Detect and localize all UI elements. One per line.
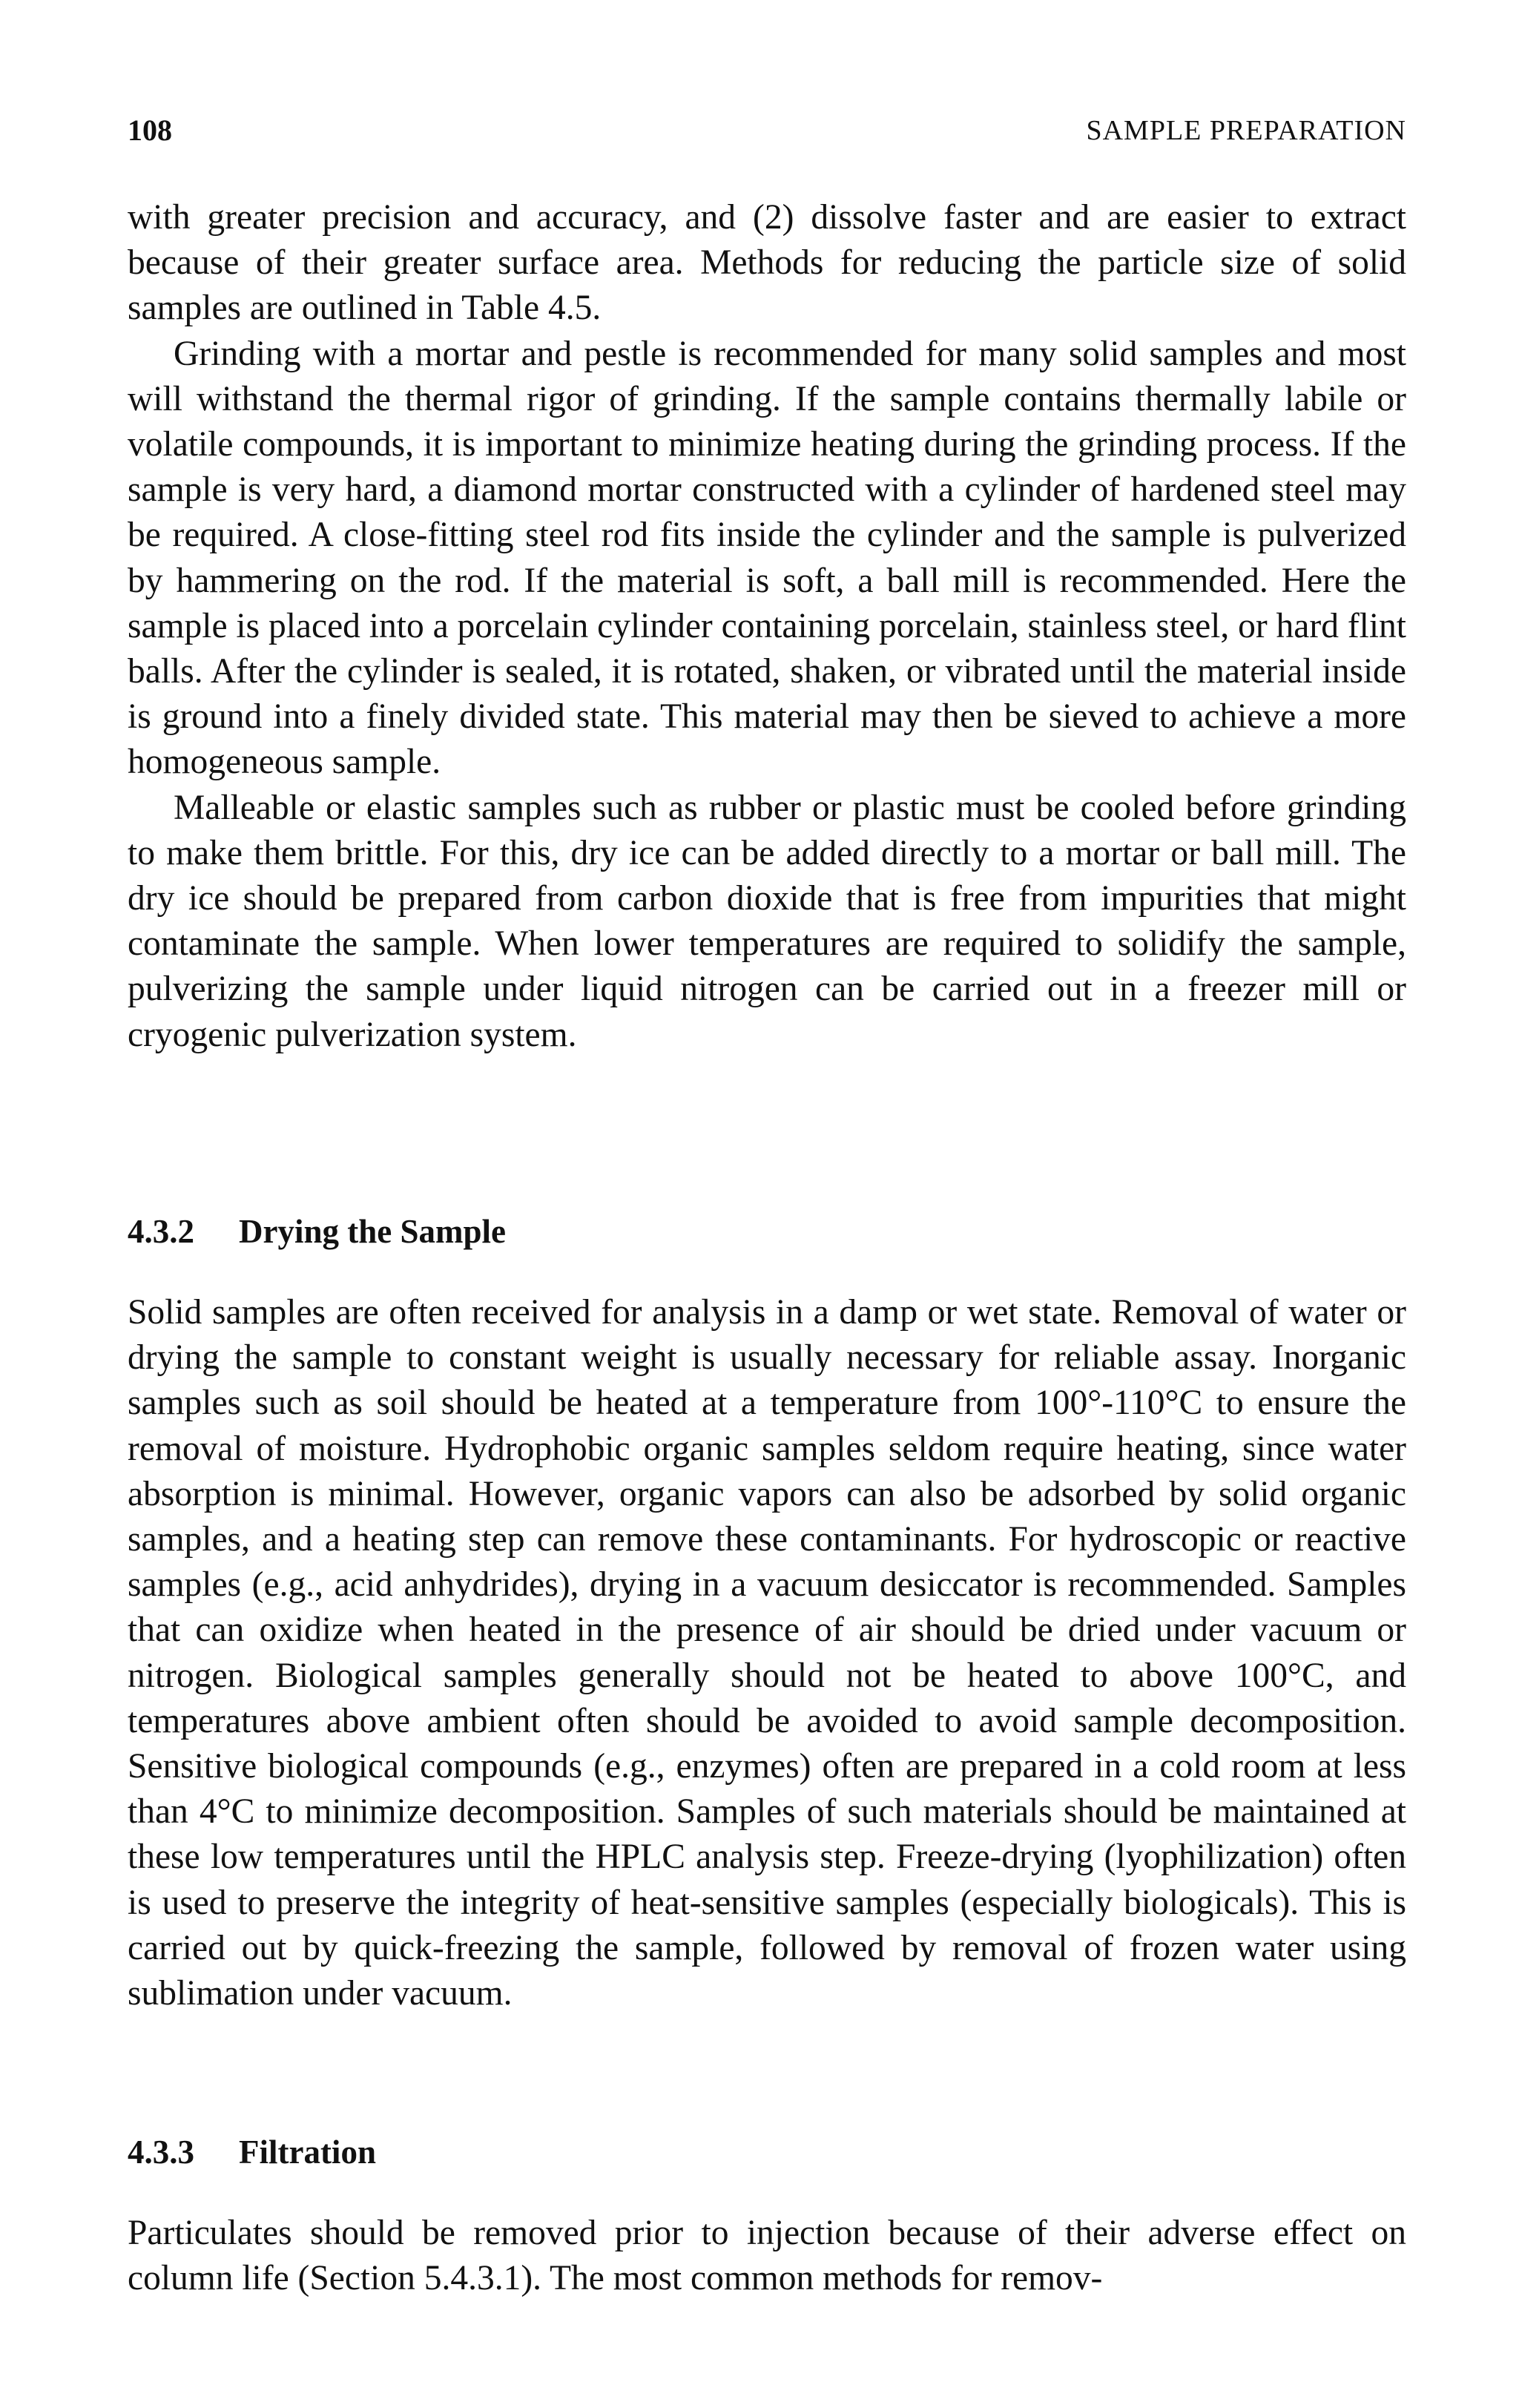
section-heading-filtration (128, 2130, 376, 2174)
document-page (128, 0, 1406, 2408)
paragraph: with greater precision and accuracy, and (2) dissolve faster and are easier to extract because of their greater surface area. Methods for reducing the particle size of solid samples are outlined in Table 4.5. (128, 198, 1406, 328)
section-number: 4.3.2 (128, 1213, 194, 1250)
paragraph: Malleable or elastic samples such as rubber or plastic must be cooled before grinding to make them brittle. For this, dry ice can be added directly to a mortar or ball mill. The dry ice should be prepared from carbon dioxide that is free from impurities that might contaminate the sample. When lower temperatures are required to solidify the sample, pulverizing the sample under liquid nitrogen can be carried out in a freezer mill or cryogenic pulverization system. (128, 788, 1406, 1054)
running-title: SAMPLE PREPARATION (1086, 115, 1406, 146)
paragraph: Particulates should be removed prior to injection because of their adverse effect on column life (Section 5.4.3.1). The most common methods for remov- (128, 2214, 1406, 2298)
intro-section-text (128, 195, 1406, 1058)
section-number: 4.3.3 (128, 2134, 194, 2171)
section-title: Filtration (239, 2134, 376, 2171)
running-header (128, 108, 1406, 153)
section-heading-drying (128, 1209, 506, 1254)
section-title: Drying the Sample (239, 1213, 506, 1250)
filtration-section-text (128, 2211, 1406, 2301)
drying-section-text (128, 1290, 1406, 2016)
paragraph: Grinding with a mortar and pestle is recommended for many solid samples and most will withstand the thermal rigor of grinding. If the sample contains thermally labile or volatile compounds, it is important to minimize heating during the grinding process. If the sample is very hard, a diamond mortar constructed with a cylinder of hardened steel may be required. A close-fitting steel rod fits inside the cylinder and the sample is pulverized by hammering on the rod. If the material is soft, a ball mill is recommended. Here the sample is placed into a porcelain cylinder containing porcelain, stainless steel, or hard flint balls. After the cylinder is sealed, it is rotated, shaken, or vibrated until the material inside is ground into a finely divided state. This material may then be sieved to achieve a more homogeneous sample. (128, 334, 1406, 782)
paragraph: Solid samples are often received for analysis in a damp or wet state. Removal of water or drying the sample to constant weight is usually necessary for reliable assay. Inorganic samples such as soil should be heated at a temperature from 100°-110°C to ensure the removal of moisture. Hydrophobic organic samples seldom require heating, since water absorption is minimal. However, organic vapors can also be adsorbed by solid organic samples, and a heating step can remove these contaminants. For hydroscopic or reactive samples (e.g., acid anhydrides), drying in a vacuum desiccator is recommended. Samples that can oxidize when heated in the presence of air should be dried under vacuum or nitrogen. Biological samples generally should not be heated to above 100°C, and temperatures above ambient often should be avoided to avoid sample decomposition. Sensitive biological compounds (e.g., enzymes) often are prepared in a cold room at less than 4°C to minimize decomposition. Samples of such materials should be maintained at these low temperatures until the HPLC analysis step. Freeze-drying (lyophilization) often is used to preserve the integrity of heat-sensitive samples (especially biologicals). This is carried out by quick-freezing the sample, followed by removal of frozen water using sublimation under vacuum. (128, 1293, 1406, 2013)
page-number: 108 (128, 114, 172, 147)
